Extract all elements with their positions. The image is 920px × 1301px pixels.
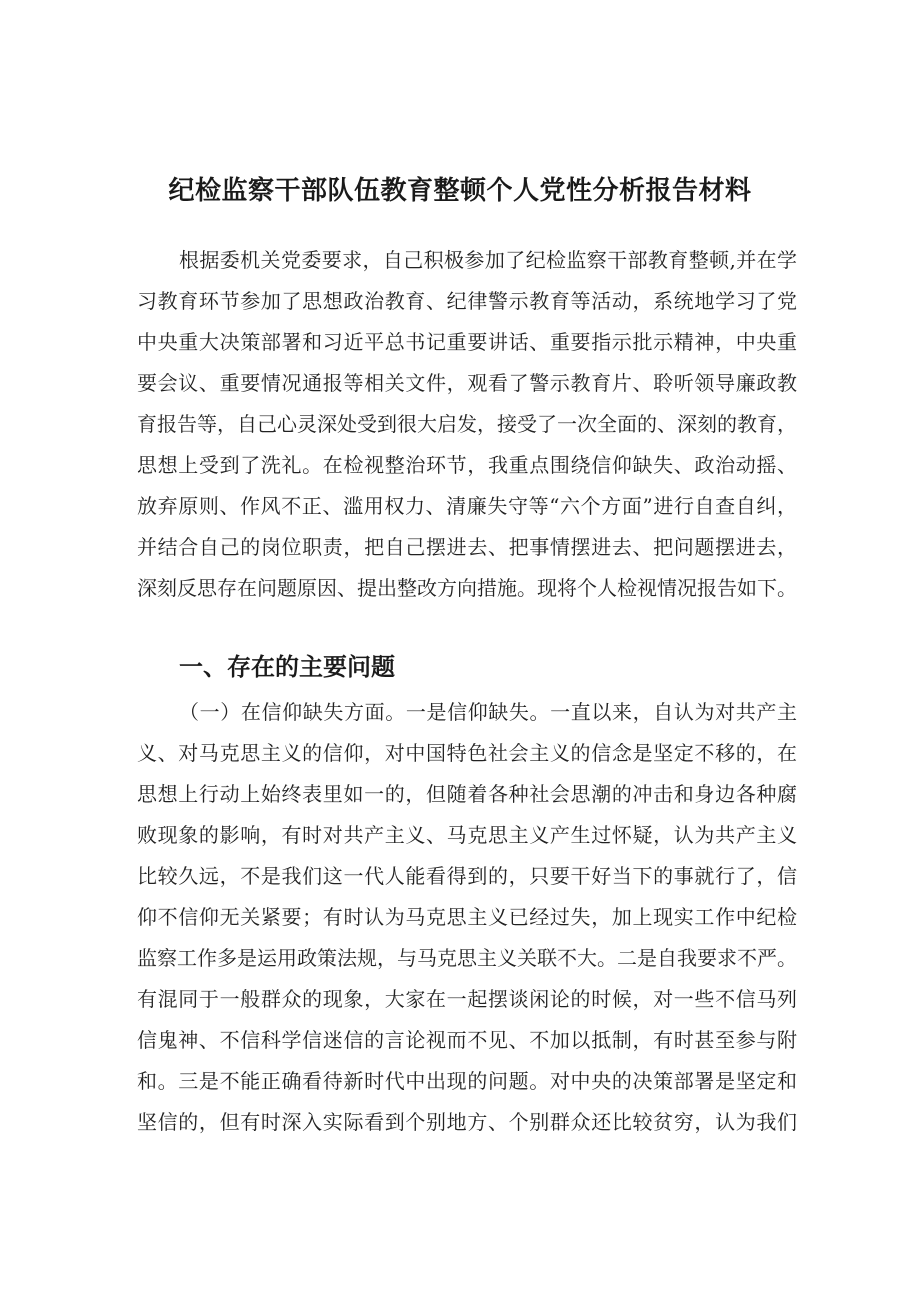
section-line-8: 有混同于一般群众的现象，大家在一起摆谈闲论的时候，对一些不信马列 <box>137 987 797 1011</box>
intro-line-1: 根据委机关党委要求，自己积极参加了纪检监察干部教育整顿,并在学 <box>179 248 797 272</box>
section-line-4: 败现象的影响，有时对共产主义、马克思主义产生过怀疑，认为共产主义 <box>137 823 797 847</box>
section-line-1: （一）在信仰缺失方面。一是信仰缺失。一直以来，自认为对共产主 <box>179 700 797 724</box>
document-title: 纪检监察干部队伍教育整顿个人党性分析报告材料 <box>168 176 752 206</box>
section-line-10: 和。三是不能正确看待新时代中出现的问题。对中央的决策部署是坚定和 <box>137 1069 797 1093</box>
section-line-9: 信鬼神、不信科学信迷信的言论视而不见、不加以抵制，有时甚至参与附 <box>137 1028 797 1052</box>
section-heading: 一、存在的主要问题 <box>179 653 395 681</box>
intro-line-8: 并结合自己的岗位职责，把自己摆进去、把事情摆进去、把问题摆进去， <box>137 535 797 559</box>
intro-line-3: 中央重大决策部署和习近平总书记重要讲话、重要指示批示精神，中央重 <box>137 330 797 354</box>
section-line-11: 坚信的，但有时深入实际看到个别地方、个别群众还比较贫穷，认为我们 <box>137 1110 797 1134</box>
section-line-6: 仰不信仰无关紧要；有时认为马克思主义已经过失，加上现实工作中纪检 <box>137 905 797 929</box>
intro-line-2: 习教育环节参加了思想政治教育、纪律警示教育等活动，系统地学习了党 <box>137 289 797 313</box>
intro-line-9: 深刻反思存在问题原因、提出整改方向措施。现将个人检视情况报告如下。 <box>137 576 797 600</box>
section-line-3: 思想上行动上始终表里如一的，但随着各种社会思潮的冲击和身边各种腐 <box>137 782 797 806</box>
intro-line-7: 放弃原则、作风不正、滥用权力、清廉失守等“六个方面”进行自查自纠， <box>137 494 797 518</box>
section-line-7: 监察工作多是运用政策法规，与马克思主义关联不大。二是自我要求不严。 <box>137 946 797 970</box>
intro-line-6: 思想上受到了洗礼。在检视整治环节，我重点围绕信仰缺失、政治动摇、 <box>137 453 797 477</box>
intro-line-4: 要会议、重要情况通报等相关文件，观看了警示教育片、聆听领导廉政教 <box>137 371 797 395</box>
section-line-2: 义、对马克思主义的信仰，对中国特色社会主义的信念是坚定不移的，在 <box>137 741 797 765</box>
intro-line-5: 育报告等，自己心灵深处受到很大启发，接受了一次全面的、深刻的教育， <box>137 412 797 436</box>
section-line-5: 比较久远，不是我们这一代人能看得到的，只要干好当下的事就行了，信 <box>137 864 797 888</box>
